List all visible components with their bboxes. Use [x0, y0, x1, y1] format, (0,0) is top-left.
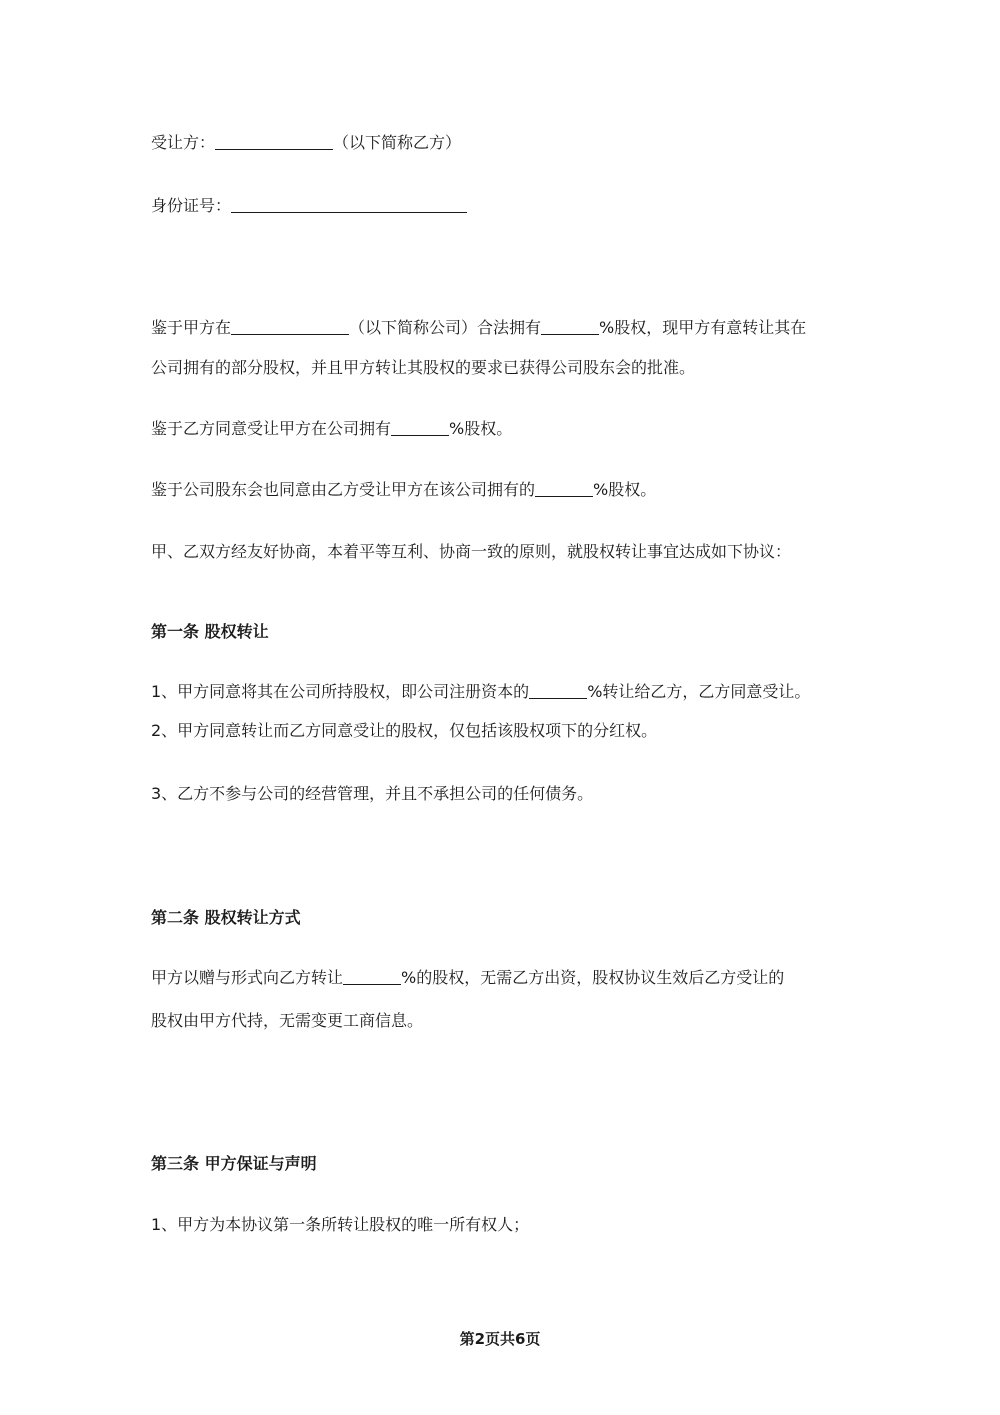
article-1-title: 第一条 股权转让	[151, 622, 269, 641]
article-2-text-b: %的股权，无需乙方出资，股权协议生效后乙方受让的	[401, 968, 785, 987]
page-number: 第2页共6页	[459, 1330, 541, 1348]
recital-2-percent-blank[interactable]	[391, 419, 449, 436]
recital-2-text-a: 鉴于乙方同意受让甲方在公司拥有	[151, 419, 392, 438]
id-number-label: 身份证号：	[151, 196, 232, 215]
article-1-item-2: 2、甲方同意转让而乙方同意受让的股权，仅包括该股权项下的分红权。	[151, 721, 658, 740]
article-2-text-a: 甲方以赠与形式向乙方转让	[151, 968, 344, 987]
id-number-line	[151, 195, 467, 217]
article-1-item-1-text-b: %转让给乙方，乙方同意受让。	[587, 682, 811, 701]
recital-3-percent-blank[interactable]	[535, 480, 593, 497]
recital-4-text: 甲、乙双方经友好协商，本着平等互利、协商一致的原则，就股权转让事宜达成如下协议：	[151, 542, 792, 561]
held-percent-blank[interactable]	[541, 318, 599, 335]
recital-1-text-b: （以下简称公司）合法拥有	[349, 318, 542, 337]
article-2-title: 第二条 股权转让方式	[151, 908, 301, 927]
recital-4-line	[151, 541, 791, 563]
transferee-label: 受让方：	[151, 133, 216, 152]
article-2-percent-blank[interactable]	[343, 968, 401, 985]
article-1-percent-blank[interactable]	[529, 682, 587, 699]
article-1-item-1-text-a: 1、甲方同意将其在公司所持股权，即公司注册资本的	[151, 682, 530, 701]
company-name-blank[interactable]	[231, 318, 349, 335]
id-number-blank[interactable]	[231, 196, 467, 213]
recital-3-text-b: %股权。	[593, 480, 657, 499]
article-3-title: 第三条 甲方保证与声明	[151, 1154, 317, 1173]
recital-1-text-d: 公司拥有的部分股权，并且甲方转让其股权的要求已获得公司股东会的批准。	[151, 358, 696, 377]
article-1-item-3: 3、乙方不参与公司的经营管理，并且不承担公司的任何债务。	[151, 784, 594, 803]
transferee-suffix: （以下简称乙方）	[333, 133, 462, 152]
recital-1-text-c: %股权，现甲方有意转让其在	[599, 318, 807, 337]
recital-3-line	[151, 479, 656, 501]
recital-1-line-1	[151, 317, 806, 339]
recital-2-line	[151, 418, 512, 440]
article-2-line-2: 股权由甲方代持，无需变更工商信息。	[151, 1011, 424, 1030]
transferee-name-blank[interactable]	[215, 133, 333, 150]
article-1-item-1	[151, 681, 810, 703]
recital-2-text-b: %股权。	[449, 419, 513, 438]
article-3-item-1: 1、甲方为本协议第一条所转让股权的唯一所有权人；	[151, 1215, 530, 1234]
article-2-line-1	[151, 967, 784, 989]
recital-1-line-2	[151, 357, 695, 379]
recital-3-text-a: 鉴于公司股东会也同意由乙方受让甲方在该公司拥有的	[151, 480, 536, 499]
recital-1-text-a: 鉴于甲方在	[151, 318, 232, 337]
transferee-line	[151, 132, 461, 154]
